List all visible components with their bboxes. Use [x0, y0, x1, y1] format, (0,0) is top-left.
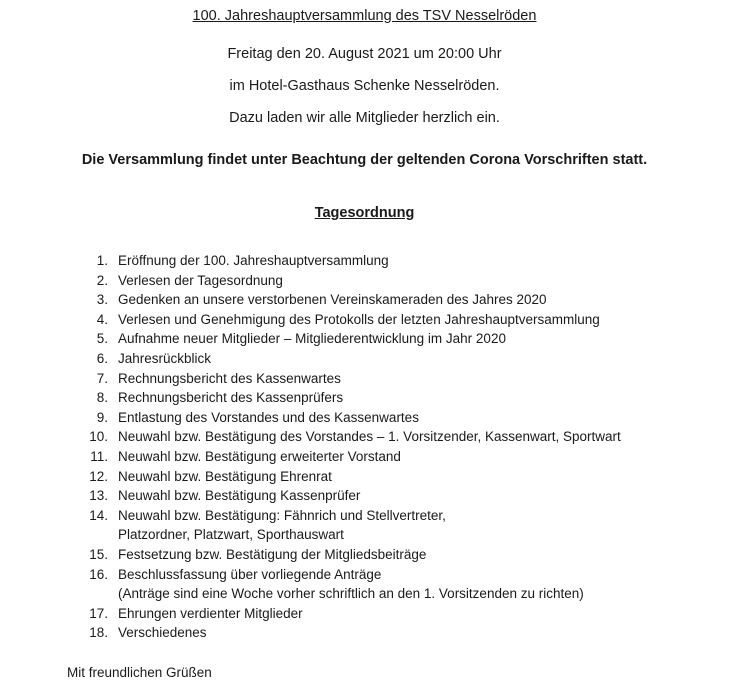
agenda-item-number: 10.	[89, 429, 108, 445]
agenda-item-number: 3.	[96, 292, 108, 308]
closing-salutation: Mit freundlichen Grüßen	[67, 665, 212, 680]
agenda-item-text: Aufnahme neuer Mitglieder – Mitgliederentwicklung im Jahr 2020	[118, 331, 506, 347]
corona-notice: Die Versammlung findet unter Beachtung der geltenden Corona Vorschriften statt.	[81, 152, 648, 168]
agenda-item-text: Gedenken an unsere verstorbenen Vereinskameraden des Jahres 2020	[118, 292, 547, 308]
agenda-item-number: 15.	[89, 546, 108, 562]
agenda-item-text: Festsetzung bzw. Bestätigung der Mitgliedsbeiträge	[118, 546, 427, 562]
agenda-item-number: 9.	[96, 409, 108, 425]
agenda-item-text: Entlastung des Vorstandes und des Kassenwartes	[118, 409, 419, 425]
agenda-item-number: 11.	[90, 448, 108, 464]
agenda-item-text: Verlesen und Genehmigung des Protokolls der letzten Jahreshauptversammlung	[118, 311, 600, 327]
agenda-item-text: Eröffnung der 100. Jahreshauptversammlung	[118, 253, 389, 268]
agenda-item-number: 5.	[96, 331, 108, 347]
agenda-item-text: Verschiedenes	[118, 625, 207, 641]
agenda-item-number: 4.	[96, 311, 108, 327]
agenda-item-number: 14.	[89, 507, 108, 523]
agenda-item-text: Verlesen der Tagesordnung	[118, 272, 283, 288]
agenda-item-number: 8.	[96, 390, 108, 406]
date-line: Freitag den 20. August 2021 um 20:00 Uhr	[227, 46, 502, 62]
agenda-item-text: Neuwahl bzw. Bestätigung erweiterter Vorstand	[118, 448, 401, 464]
document-title: 100. Jahreshauptversammlung des TSV Nesselröden	[192, 8, 537, 24]
agenda-item-number: 17.	[89, 605, 108, 621]
agenda-item-number: 13.	[89, 488, 108, 504]
agenda-item-number: 18.	[89, 625, 108, 641]
agenda-item-number: 6.	[96, 350, 108, 366]
agenda-item-text: Ehrungen verdienter Mitglieder	[118, 605, 303, 621]
location-line: im Hotel-Gasthaus Schenke Nesselröden.	[229, 78, 500, 94]
agenda-item-text: Jahresrückblick	[118, 350, 212, 366]
agenda-item-number: 1.	[96, 253, 108, 268]
invitation-line: Dazu laden wir alle Mitglieder herzlich ein.	[229, 110, 500, 126]
agenda-item-text: Neuwahl bzw. Bestätigung des Vorstandes – 1. Vorsitzender, Kassenwart, Sportwart	[118, 429, 621, 445]
agenda-item-subtext: (Anträge sind eine Woche vorher schriftlich an den 1. Vorsitzenden zu richten)	[118, 586, 584, 602]
agenda-item-number: 16.	[89, 566, 108, 582]
agenda-item-subtext: Platzordner, Platzwart, Sporthauswart	[118, 527, 344, 543]
agenda-item-text: Rechnungsbericht des Kassenprüfers	[118, 390, 344, 406]
agenda-item-text: Neuwahl bzw. Bestätigung: Fähnrich und Stellvertreter,	[118, 507, 446, 523]
agenda-item-text: Rechnungsbericht des Kassenwartes	[118, 370, 341, 386]
agenda-heading: Tagesordnung	[314, 205, 415, 221]
agenda-item-number: 12.	[89, 468, 108, 484]
agenda-item-content	[118, 565, 584, 604]
agenda-item-text: Neuwahl bzw. Bestätigung Ehrenrat	[118, 468, 332, 484]
agenda-item-text: Neuwahl bzw. Bestätigung Kassenprüfer	[118, 488, 361, 504]
agenda-item-text: Beschlussfassung über vorliegende Anträge	[118, 566, 382, 582]
agenda-item-number: 2.	[96, 272, 108, 288]
agenda-item-number: 7.	[96, 370, 108, 386]
agenda-item-content	[118, 506, 446, 545]
